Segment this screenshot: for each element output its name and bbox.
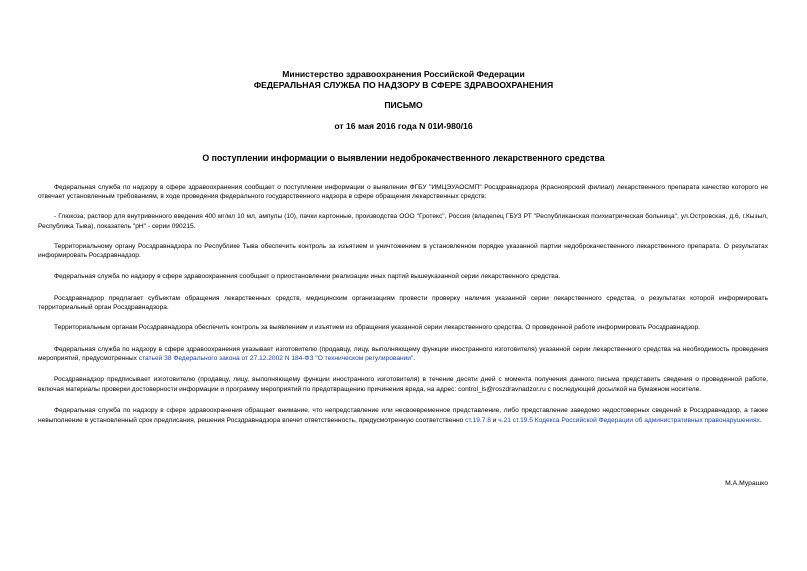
paragraph-9 bbox=[38, 406, 768, 425]
paragraph-1: Федеральная служба по надзору в сфере здравоохранения сообщает о поступлении информации о выявлении ФГБУ "ИМЦЭУАОСМП" Росздравнадзора (Красноярский филиал) лекарственного препарата качество которого не отвечает установленным требованиям, в ходе проведения федерального государственного надзора в сфере обращения лекарственных средств: bbox=[38, 184, 768, 201]
paragraph-2: - Глюкоза, раствор для внутривенного введения 400 мг/мл 10 мл, ампулы (10), пачки картонные, производства ООО "Гротекс", Россия (владелец ГБУЗ РТ "Республиканская психиатрическая больница", ул.Островская, д.6, г.Кызыл, Республика Тыва), показатель "pH" - серии 090215. bbox=[38, 213, 768, 230]
paragraph-4: Федеральная служба по надзору в сфере здравоохранения сообщает о приостановлении реализации иных партий вышеуказанной серии лекарственного средства. bbox=[54, 273, 561, 281]
paragraph-7-text: Федеральная служба по надзору в сфере здравоохранения указывает изготовителю (продавцу, лицу, выполняющему функции иностранного изготовителя) указанной серии лекарственного средства на необходимость проведения мероприятий, предусмотренных bbox=[38, 345, 768, 362]
document-type: ПИСЬМО bbox=[384, 100, 423, 110]
paragraph-9-text: Федеральная служба по надзору в сфере здравоохранения обращает внимание, что непредставление или несвоевременное представление, либо представление заведомо недостоверных сведений в Росздравнадзор, а также невыполнение в установленный срок предписания, решения Росздравнадзора влечет ответственность, предусмотренную соответственно bbox=[38, 407, 768, 424]
paragraph-9-conj: и bbox=[490, 416, 499, 424]
signature: М.А.Мурашко bbox=[725, 480, 768, 487]
paragraph-6: Территориальным органам Росздравнадзора обеспечить контроль за выявлением и изъятием из обращения указанной серии лекарственного средства. О проведенной работе информировать Росздравнадзор. bbox=[54, 324, 700, 332]
paragraph-9-end: . bbox=[759, 416, 762, 424]
ministry-name: Министерство здравоохранения Российской Федерации bbox=[282, 69, 525, 79]
koap-link[interactable]: ч.21 ст.19.5 Кодекса Российской Федерации об административных правонарушениях bbox=[498, 416, 760, 424]
document-body bbox=[38, 183, 768, 436]
paragraph-7 bbox=[38, 345, 768, 364]
service-name: ФЕДЕРАЛЬНАЯ СЛУЖБА ПО НАДЗОРУ В СФЕРЕ ЗДРАВООХРАНЕНИЯ bbox=[253, 80, 554, 90]
document-date-number: от 16 мая 2016 года N 01И-980/16 bbox=[334, 121, 473, 131]
article-19-7-8-link[interactable]: ст.19.7.8 bbox=[465, 416, 491, 424]
law-38-link[interactable]: статьей 38 Федерального закона от 27.12.2002 N 184-ФЗ "О техническом регулировании" bbox=[138, 354, 414, 362]
paragraph-7-end: . bbox=[413, 354, 416, 362]
paragraph-8: Росздравнадзор предписывает изготовителю (продавцу, лицу, выполняющему функции иностранного изготовителя) в течение десяти дней с момента получения данного письма представить сведения о проведенной работе, включая материалы проверки достоверности информации и программу мероприятий по предотвращению причинения вреда, на адрес: control_ls@roszdravnadzor.ru с последующей досылкой на бумажном носителе. bbox=[38, 376, 768, 393]
paragraph-5: Росздравнадзор предлагает субъектам обращения лекарственных средств, медицинским организациям провести проверку наличия указанной серии лекарственного средства, о результатах которой информировать территориальный орган Росздравнадзора. bbox=[38, 294, 768, 312]
document-subject: О поступлении информации о выявлении недоброкачественного лекарственного средства bbox=[202, 153, 605, 163]
paragraph-3: Территориальному органу Росздравнадзора по Республике Тыва обеспечить контроль за изъятием и уничтожением в установленном порядке указанной партии недоброкачественного лекарственного препарата. О результатах информировать Росздравнадзор. bbox=[38, 242, 768, 260]
